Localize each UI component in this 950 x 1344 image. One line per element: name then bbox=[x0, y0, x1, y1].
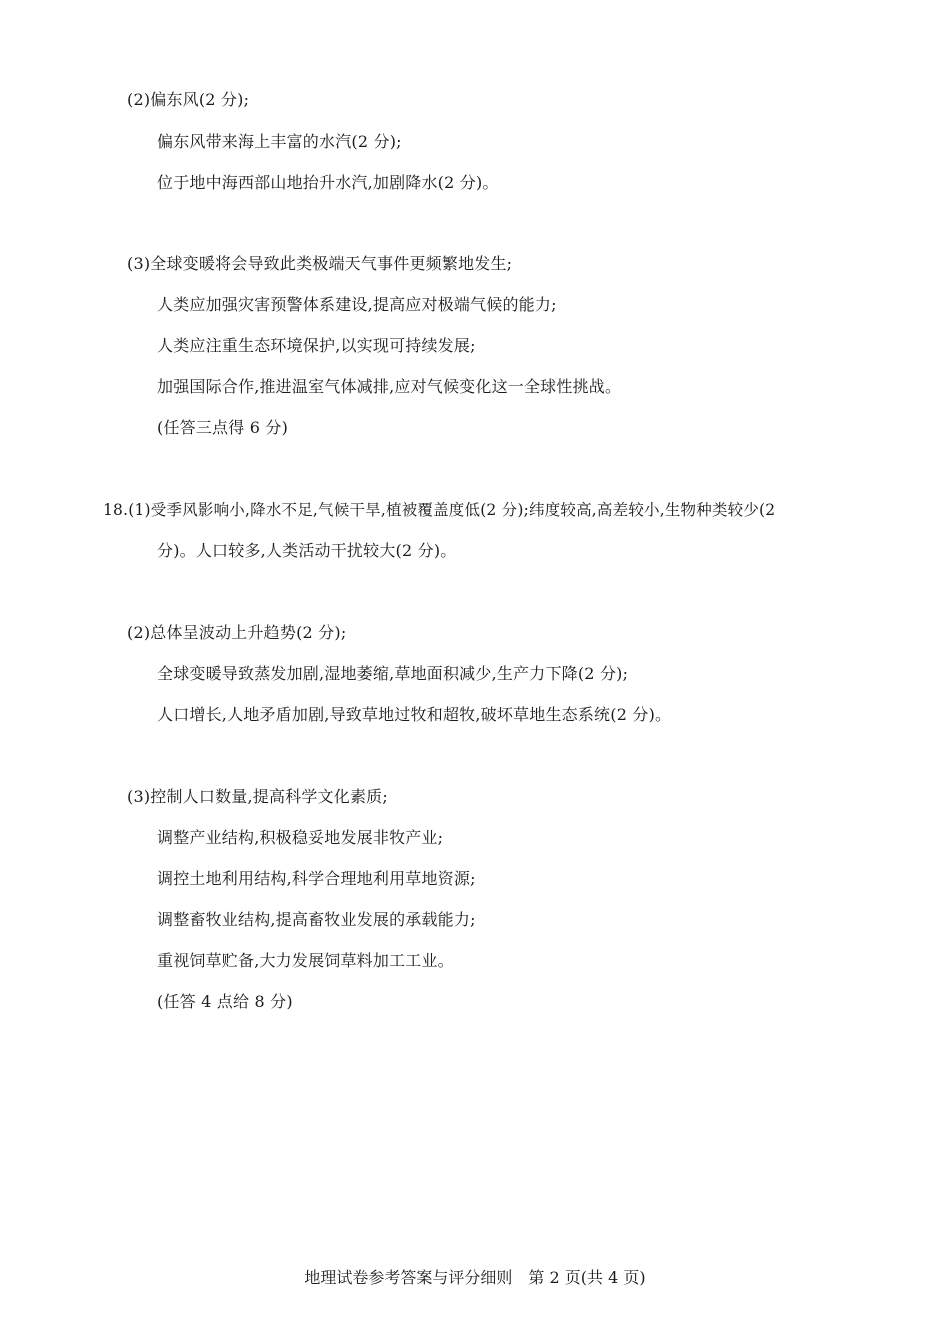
q17-part3-scoring-note: (任答三点得 6 分) bbox=[157, 418, 289, 437]
q17-part3-point-c: 加强国际合作,推进温室气体减排,应对气候变化这一全球性挑战。 bbox=[157, 377, 622, 396]
q18-part2-point-a: 全球变暖导致蒸发加剧,湿地萎缩,草地面积减少,生产力下降(2 分); bbox=[157, 664, 629, 683]
q18-part1-line2: 分)。人口较多,人类活动干扰较大(2 分)。 bbox=[157, 541, 457, 560]
q18-part3-point-d: 重视饲草贮备,大力发展饲草料加工工业。 bbox=[157, 951, 454, 970]
q18-part3-point-b: 调控土地利用结构,科学合理地利用草地资源; bbox=[157, 869, 476, 888]
q17-part3-heading: (3)全球变暖将会导致此类极端天气事件更频繁地发生; bbox=[127, 254, 513, 273]
q18-part3-point-a: 调整产业结构,积极稳妥地发展非牧产业; bbox=[157, 828, 444, 847]
q18-part3-point-c: 调整畜牧业结构,提高畜牧业发展的承载能力; bbox=[157, 910, 476, 929]
q18-part2-heading: (2)总体呈波动上升趋势(2 分); bbox=[127, 623, 347, 642]
page-footer: 地理试卷参考答案与评分细则 第 2 页(共 4 页) bbox=[304, 1268, 646, 1287]
q17-part2-point-b: 位于地中海西部山地抬升水汽,加剧降水(2 分)。 bbox=[157, 173, 499, 192]
q18-part1-line1: 18.(1)受季风影响小,降水不足,气候干旱,植被覆盖度低(2 分);纬度较高,高差较小,生物种类较少(2 bbox=[103, 501, 776, 519]
q17-part2-point-a: 偏东风带来海上丰富的水汽(2 分); bbox=[157, 132, 402, 151]
q18-part3-heading: (3)控制人口数量,提高科学文化素质; bbox=[127, 787, 388, 806]
q18-part2-point-b: 人口增长,人地矛盾加剧,导致草地过牧和超牧,破坏草地生态系统(2 分)。 bbox=[157, 705, 672, 724]
q17-part3-point-b: 人类应注重生态环境保护,以实现可持续发展; bbox=[157, 336, 476, 355]
q17-part2-heading: (2)偏东风(2 分); bbox=[127, 90, 250, 109]
q18-part3-scoring-note: (任答 4 点给 8 分) bbox=[157, 992, 293, 1011]
q17-part3-point-a: 人类应加强灾害预警体系建设,提高应对极端气候的能力; bbox=[157, 295, 557, 314]
